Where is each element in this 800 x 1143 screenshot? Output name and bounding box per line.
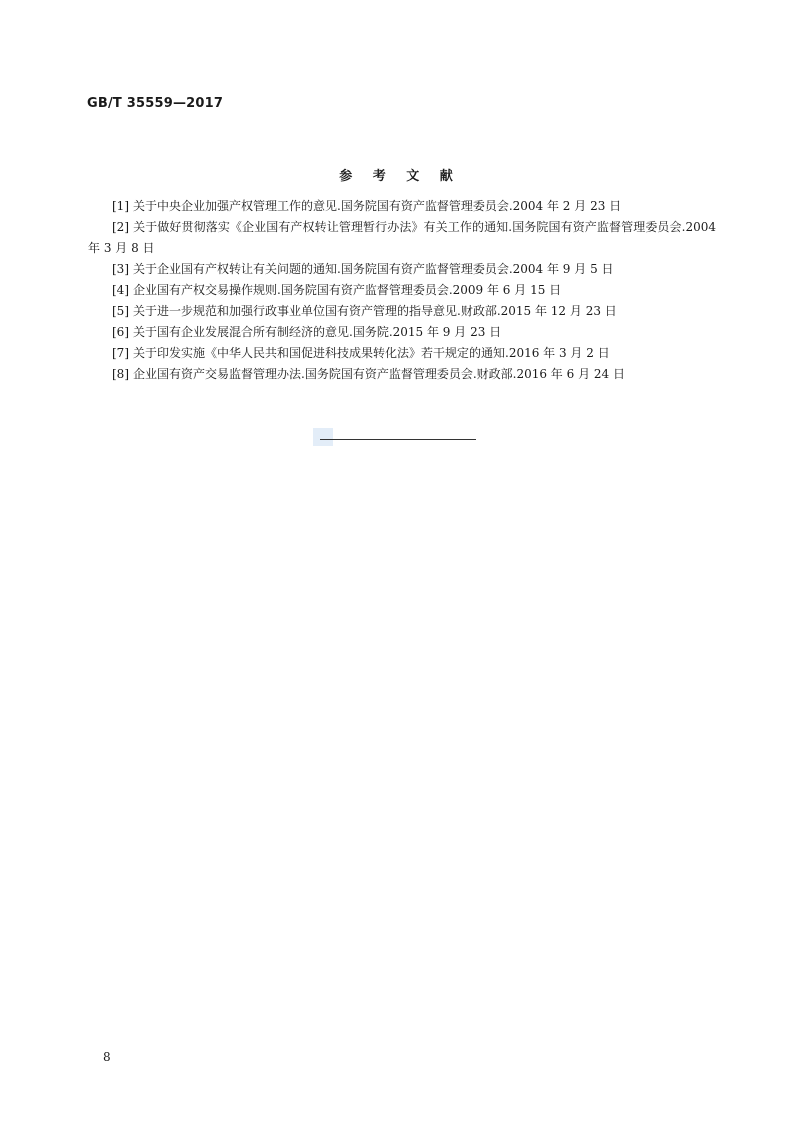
reference-number: [8] [112,367,129,381]
section-title-references: 参 考 文 献 [339,169,461,184]
reference-text: 关于做好贯彻落实《企业国有产权转让管理暂行办法》有关工作的通知.国务院国有资产监督管理委员会.2004 年 3 月 8 日 [88,220,716,255]
reference-number: [6] [112,325,129,339]
reference-text: 关于国有企业发展混合所有制经济的意见.国务院.2015 年 9 月 23 日 [133,325,502,339]
reference-list [88,196,716,385]
reference-item [88,280,716,301]
reference-number: [1] [112,199,129,213]
reference-text: 企业国有资产交易监督管理办法.国务院国有资产监督管理委员会.财政部.2016 年 6 月 24 日 [133,367,625,381]
reference-text: 关于进一步规范和加强行政事业单位国有资产管理的指导意见.财政部.2015 年 12 月 23 日 [133,304,617,318]
reference-item [88,259,716,280]
reference-text: 关于中央企业加强产权管理工作的意见.国务院国有资产监督管理委员会.2004 年 2 月 23 日 [133,199,622,213]
page-number: 8 [103,1050,111,1064]
reference-number: [2] [112,220,129,234]
reference-text: 企业国有产权交易操作规则.国务院国有资产监督管理委员会.2009 年 6 月 15 日 [133,283,562,297]
reference-item [88,217,716,259]
reference-number: [7] [112,346,129,360]
reference-item [88,364,716,385]
reference-item [88,301,716,322]
standard-code: GB/T 35559—2017 [87,96,224,111]
end-divider-line [320,439,476,440]
reference-item [88,322,716,343]
scan-artifact [313,428,333,446]
reference-number: [3] [112,262,129,276]
reference-item [88,343,716,364]
reference-number: [4] [112,283,129,297]
reference-number: [5] [112,304,129,318]
reference-text: 关于印发实施《中华人民共和国促进科技成果转化法》若干规定的通知.2016 年 3 月 2 日 [133,346,610,360]
reference-text: 关于企业国有产权转让有关问题的通知.国务院国有资产监督管理委员会.2004 年 9 月 5 日 [133,262,614,276]
reference-item [88,196,716,217]
